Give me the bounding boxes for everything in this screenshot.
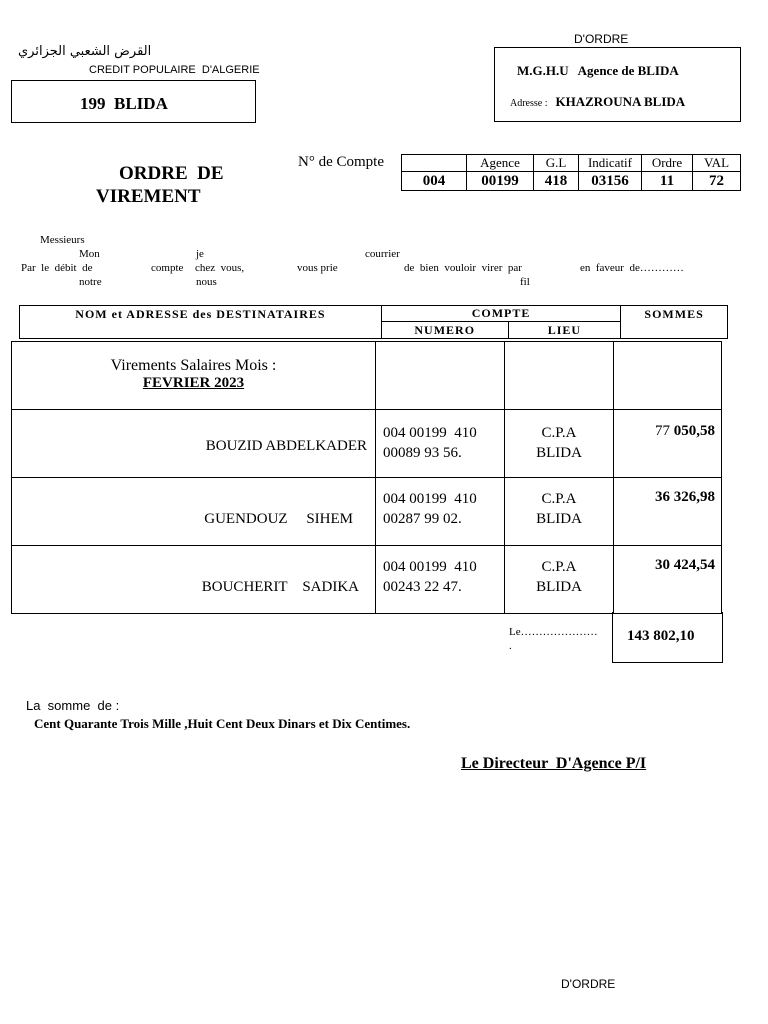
row-lieu-line1: C.P.A — [541, 559, 577, 575]
account-h3: Indicatif — [579, 155, 642, 172]
account-v2: 418 — [534, 172, 579, 191]
row-account-line2: 00243 22 47. — [383, 579, 462, 595]
row-amount-part1: 77 — [655, 423, 674, 439]
row-account-line2: 00089 93 56. — [383, 445, 462, 461]
letter-messieurs: Messieurs — [40, 234, 85, 246]
account-header-row — [402, 155, 741, 172]
letter-r2-3: vous prie — [297, 262, 338, 274]
row-amount — [614, 410, 722, 478]
letter-r1-2: courrier — [365, 248, 400, 260]
row-account — [376, 546, 505, 614]
title-line1: ORDRE DE — [119, 163, 224, 184]
branch-box — [11, 80, 256, 123]
header-compte: COMPTE — [381, 306, 620, 322]
period-row — [12, 342, 722, 410]
row-account-line1: 004 00199 410 — [383, 559, 477, 575]
header-sommes: SOMMES — [621, 306, 728, 339]
row-lieu — [505, 546, 614, 614]
date-line-2: . — [509, 640, 512, 652]
letter-r3-2: fil — [520, 276, 530, 288]
row-amount-part2: 050,58 — [673, 423, 715, 439]
account-table — [401, 154, 741, 191]
virements-table — [11, 341, 722, 614]
row-lieu-line2: BLIDA — [536, 579, 582, 595]
letter-r2-0: Par le débit de — [21, 262, 93, 274]
row-name: BOUZID ABDELKADER — [12, 410, 376, 478]
address-value: KHAZROUNA BLIDA — [555, 94, 686, 109]
row-account-line1: 004 00199 410 — [383, 425, 477, 441]
row-amount — [614, 478, 722, 546]
letter-r3-1: nous — [196, 276, 217, 288]
agency-box — [494, 47, 741, 122]
bank-name-arabic: القرض الشعبي الجزائري — [18, 44, 152, 59]
row-name: BOUCHERIT SADIKA — [12, 546, 376, 614]
date-line — [509, 625, 598, 653]
letter-r2-4: de bien vouloir virer par — [404, 262, 522, 274]
row-amount-part2: 36 326,98 — [655, 489, 715, 505]
somme-line — [18, 679, 410, 733]
account-h1: Agence — [467, 155, 534, 172]
letter-r1-1: je — [196, 248, 204, 260]
period-label: Virements Salaires Mois : — [110, 357, 277, 374]
account-v0: 004 — [402, 172, 467, 191]
table-row — [12, 478, 722, 546]
agency-title: M.G.H.U Agence de BLIDA — [517, 63, 679, 78]
account-v3: 03156 — [579, 172, 642, 191]
top-ordre: D'ORDRE — [574, 32, 629, 46]
account-h0 — [402, 155, 467, 172]
account-label: N° de Compte — [298, 154, 384, 170]
row-account — [376, 478, 505, 546]
somme-text: Cent Quarante Trois Mille ,Huit Cent Deux Dinars et Dix Centimes. — [34, 716, 411, 731]
row-lieu-line2: BLIDA — [536, 445, 582, 461]
row-lieu-line2: BLIDA — [536, 511, 582, 527]
letter-r2-1: compte — [151, 262, 184, 274]
row-lieu — [505, 410, 614, 478]
row-name: GUENDOUZ SIHEM — [12, 478, 376, 546]
row-amount — [614, 546, 722, 614]
period-month: FEVRIER 2023 — [142, 375, 245, 391]
somme-label: La somme de : — [26, 698, 120, 713]
date-line-1: Le………………… — [509, 626, 598, 638]
row-lieu — [505, 478, 614, 546]
row-lieu-line1: C.P.A — [541, 425, 577, 441]
account-h5: VAL — [693, 155, 741, 172]
header-lieu: LIEU — [508, 322, 621, 339]
letter-r2-5: en faveur de………… — [580, 262, 684, 274]
account-v4: 11 — [642, 172, 693, 191]
header-numero: NUMERO — [381, 322, 508, 339]
header-nom: NOM et ADRESSE des DESTINATAIRES — [20, 306, 382, 339]
address-label: Adresse : — [510, 98, 548, 109]
title-line2: VIREMENT — [96, 186, 201, 207]
account-v5: 72 — [693, 172, 741, 191]
account-v1: 00199 — [467, 172, 534, 191]
row-account-line1: 004 00199 410 — [383, 491, 477, 507]
row-account-line2: 00287 99 02. — [383, 511, 462, 527]
agency-address — [510, 93, 685, 111]
total-box — [612, 612, 723, 663]
signature: Le Directeur D'Agence P/I — [461, 755, 647, 772]
row-account — [376, 410, 505, 478]
destinataires-header — [19, 305, 728, 339]
bottom-ordre: D'ORDRE — [561, 977, 616, 991]
row-lieu-line1: C.P.A — [541, 491, 577, 507]
letter-r3-0: notre — [79, 276, 102, 288]
total-amount: 143 802,10 — [627, 628, 695, 644]
table-row — [12, 546, 722, 614]
account-h4: Ordre — [642, 155, 693, 172]
branch-label: 199 BLIDA — [80, 94, 168, 113]
account-value-row — [402, 172, 741, 191]
letter-r1-0: Mon — [79, 248, 100, 260]
row-amount-part2: 30 424,54 — [655, 557, 715, 573]
letter-r2-2: chez vous, — [195, 262, 245, 274]
table-row — [12, 410, 722, 478]
period-cell — [12, 342, 376, 410]
account-h2: G.L — [534, 155, 579, 172]
bank-name-french: CREDIT POPULAIRE D'ALGERIE — [89, 64, 260, 76]
